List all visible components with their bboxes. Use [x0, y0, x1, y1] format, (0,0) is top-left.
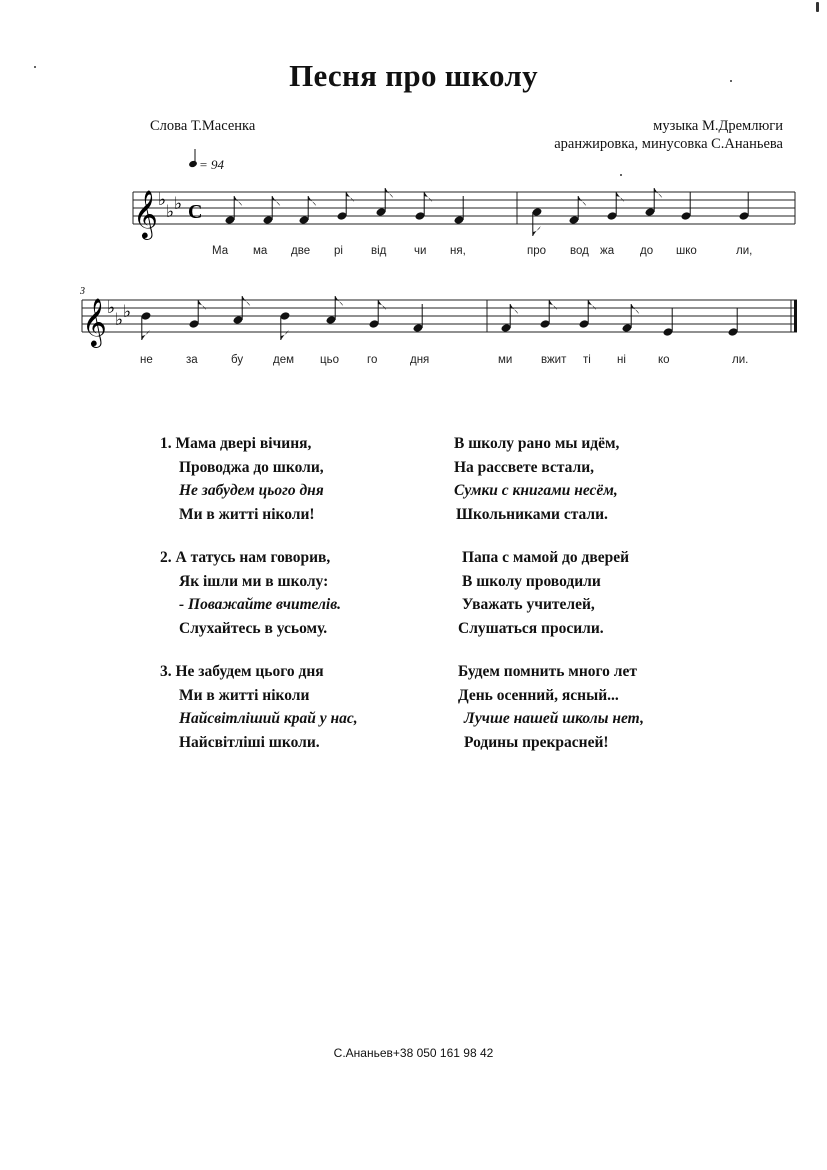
verse-1-ua	[160, 432, 358, 526]
footer-contact: С.Ананьев+38 050 161 98 42	[333, 1046, 494, 1060]
verse-line: - Поважайте вчителів.	[179, 596, 342, 613]
note-flag	[272, 196, 280, 206]
scan-mark	[34, 66, 36, 68]
flat-icon: ♭	[158, 190, 167, 210]
lyric-syllable: до	[640, 245, 654, 257]
verse-1-ru	[454, 432, 644, 526]
time-signature: C	[188, 201, 203, 223]
scan-mark	[816, 2, 819, 12]
lyric-syllable: ли.	[732, 354, 749, 366]
note-flag	[631, 304, 639, 314]
note-flag	[242, 296, 250, 306]
lyric-syllable: ко	[658, 354, 670, 366]
flat-icon: ♭	[166, 202, 175, 222]
lyric-syllable: за	[186, 354, 198, 366]
flat-icon: ♭	[123, 302, 132, 322]
lyric-syllable: ми	[498, 354, 513, 366]
note-flag	[510, 304, 518, 314]
lyric-syllable: ні	[617, 354, 626, 366]
flat-icon: ♭	[107, 298, 116, 318]
verse-line: Ми в житті ніколи	[179, 686, 310, 704]
arrangement-credit: аранжировка, минусовка С.Ананьева	[554, 136, 783, 152]
note-flag	[533, 226, 541, 236]
verse-line: 1. Мама двері вічиня,	[160, 435, 312, 452]
treble-clef-icon: 𝄞	[133, 189, 158, 238]
verses-ukrainian	[160, 432, 358, 774]
lyrics-credit: Слова Т.Масенка	[150, 118, 256, 134]
lyric-syllable: бу	[231, 354, 244, 366]
verse-line: Лучше нашей школы нет,	[464, 710, 644, 727]
lyric-syllable: не	[140, 354, 153, 366]
verse-line: Найсвітліший край у нас,	[179, 710, 358, 727]
lyric-syllable: вжит	[541, 354, 567, 366]
scan-mark	[730, 80, 732, 82]
lyric-syllable: вод	[570, 245, 589, 257]
note-flag	[308, 196, 316, 206]
lyric-syllable: ма	[253, 245, 268, 257]
verse-line: В школу рано мы идём,	[454, 435, 620, 452]
scan-mark	[620, 174, 622, 176]
note-flag	[335, 296, 343, 306]
note-flag	[385, 188, 393, 198]
note-flag	[234, 196, 242, 206]
lyric-syllable: Ма	[212, 245, 229, 257]
music-credit: музыка М.Дремлюги	[653, 118, 783, 134]
staff-system-1	[133, 188, 795, 240]
lyric-syllable: цьо	[320, 354, 339, 366]
lyric-syllable: жа	[600, 245, 615, 257]
lyric-syllable: ня,	[450, 245, 466, 257]
verse-3-ru	[454, 660, 644, 754]
verse-line: Родины прекрасней!	[464, 733, 609, 751]
verse-line: Ми в житті ніколи!	[179, 505, 315, 523]
lyric-syllable: рі	[334, 245, 343, 257]
verse-line: Як ішли ми в школу:	[179, 572, 329, 590]
lyric-syllable: го	[367, 354, 378, 366]
treble-clef-icon: 𝄞	[82, 297, 107, 346]
lyric-syllable: чи	[414, 245, 427, 257]
note-flag	[654, 188, 662, 198]
verse-line: 2. А татусь нам говорив,	[160, 549, 331, 566]
verse-2-ru	[454, 546, 644, 640]
lyric-syllable: шко	[676, 245, 697, 257]
verse-line: В школу проводили	[462, 572, 601, 590]
verse-3-ua	[160, 660, 358, 754]
verse-line: Школьниками стали.	[456, 505, 608, 523]
music-notation	[0, 0, 827, 400]
verse-line: Не забудем цього дня	[179, 482, 324, 499]
final-barline	[794, 300, 797, 332]
verse-line: Проводжа до школи,	[179, 458, 324, 476]
verse-line: Слухайтесь в усьому.	[179, 619, 328, 637]
tempo-marking: = 94	[199, 157, 225, 172]
verse-line: Слушаться просили.	[458, 619, 604, 637]
flat-icon: ♭	[174, 194, 183, 214]
verse-line: День осенний, ясный...	[458, 686, 619, 704]
verse-line: Папа с мамой до дверей	[462, 549, 630, 566]
page-title: Песня про школу	[289, 58, 538, 93]
verses-russian	[454, 432, 644, 774]
lyric-syllable: від	[371, 245, 387, 257]
verse-line: 3. Не забудем цього дня	[160, 663, 324, 680]
verse-line: Уважать учителей,	[462, 596, 595, 613]
measure-number: 3	[80, 286, 85, 297]
verse-line: На рассвете встали,	[454, 458, 595, 476]
verse-line: Сумки с книгами несём,	[454, 482, 618, 499]
verse-line: Будем помнить много лет	[458, 663, 637, 680]
lyric-syllable: ті	[583, 354, 591, 366]
lyric-syllable: две	[291, 245, 311, 257]
lyric-syllable: дня	[410, 354, 430, 366]
lyric-syllable: дем	[273, 354, 295, 366]
lyric-syllable: про	[527, 245, 547, 257]
flat-icon: ♭	[115, 310, 124, 330]
verse-line: Найсвітліші школи.	[179, 733, 320, 751]
note-flag	[578, 196, 586, 206]
verse-2-ua	[160, 546, 358, 640]
lyric-syllable: ли,	[736, 245, 753, 257]
staff-system-2	[79, 286, 797, 348]
